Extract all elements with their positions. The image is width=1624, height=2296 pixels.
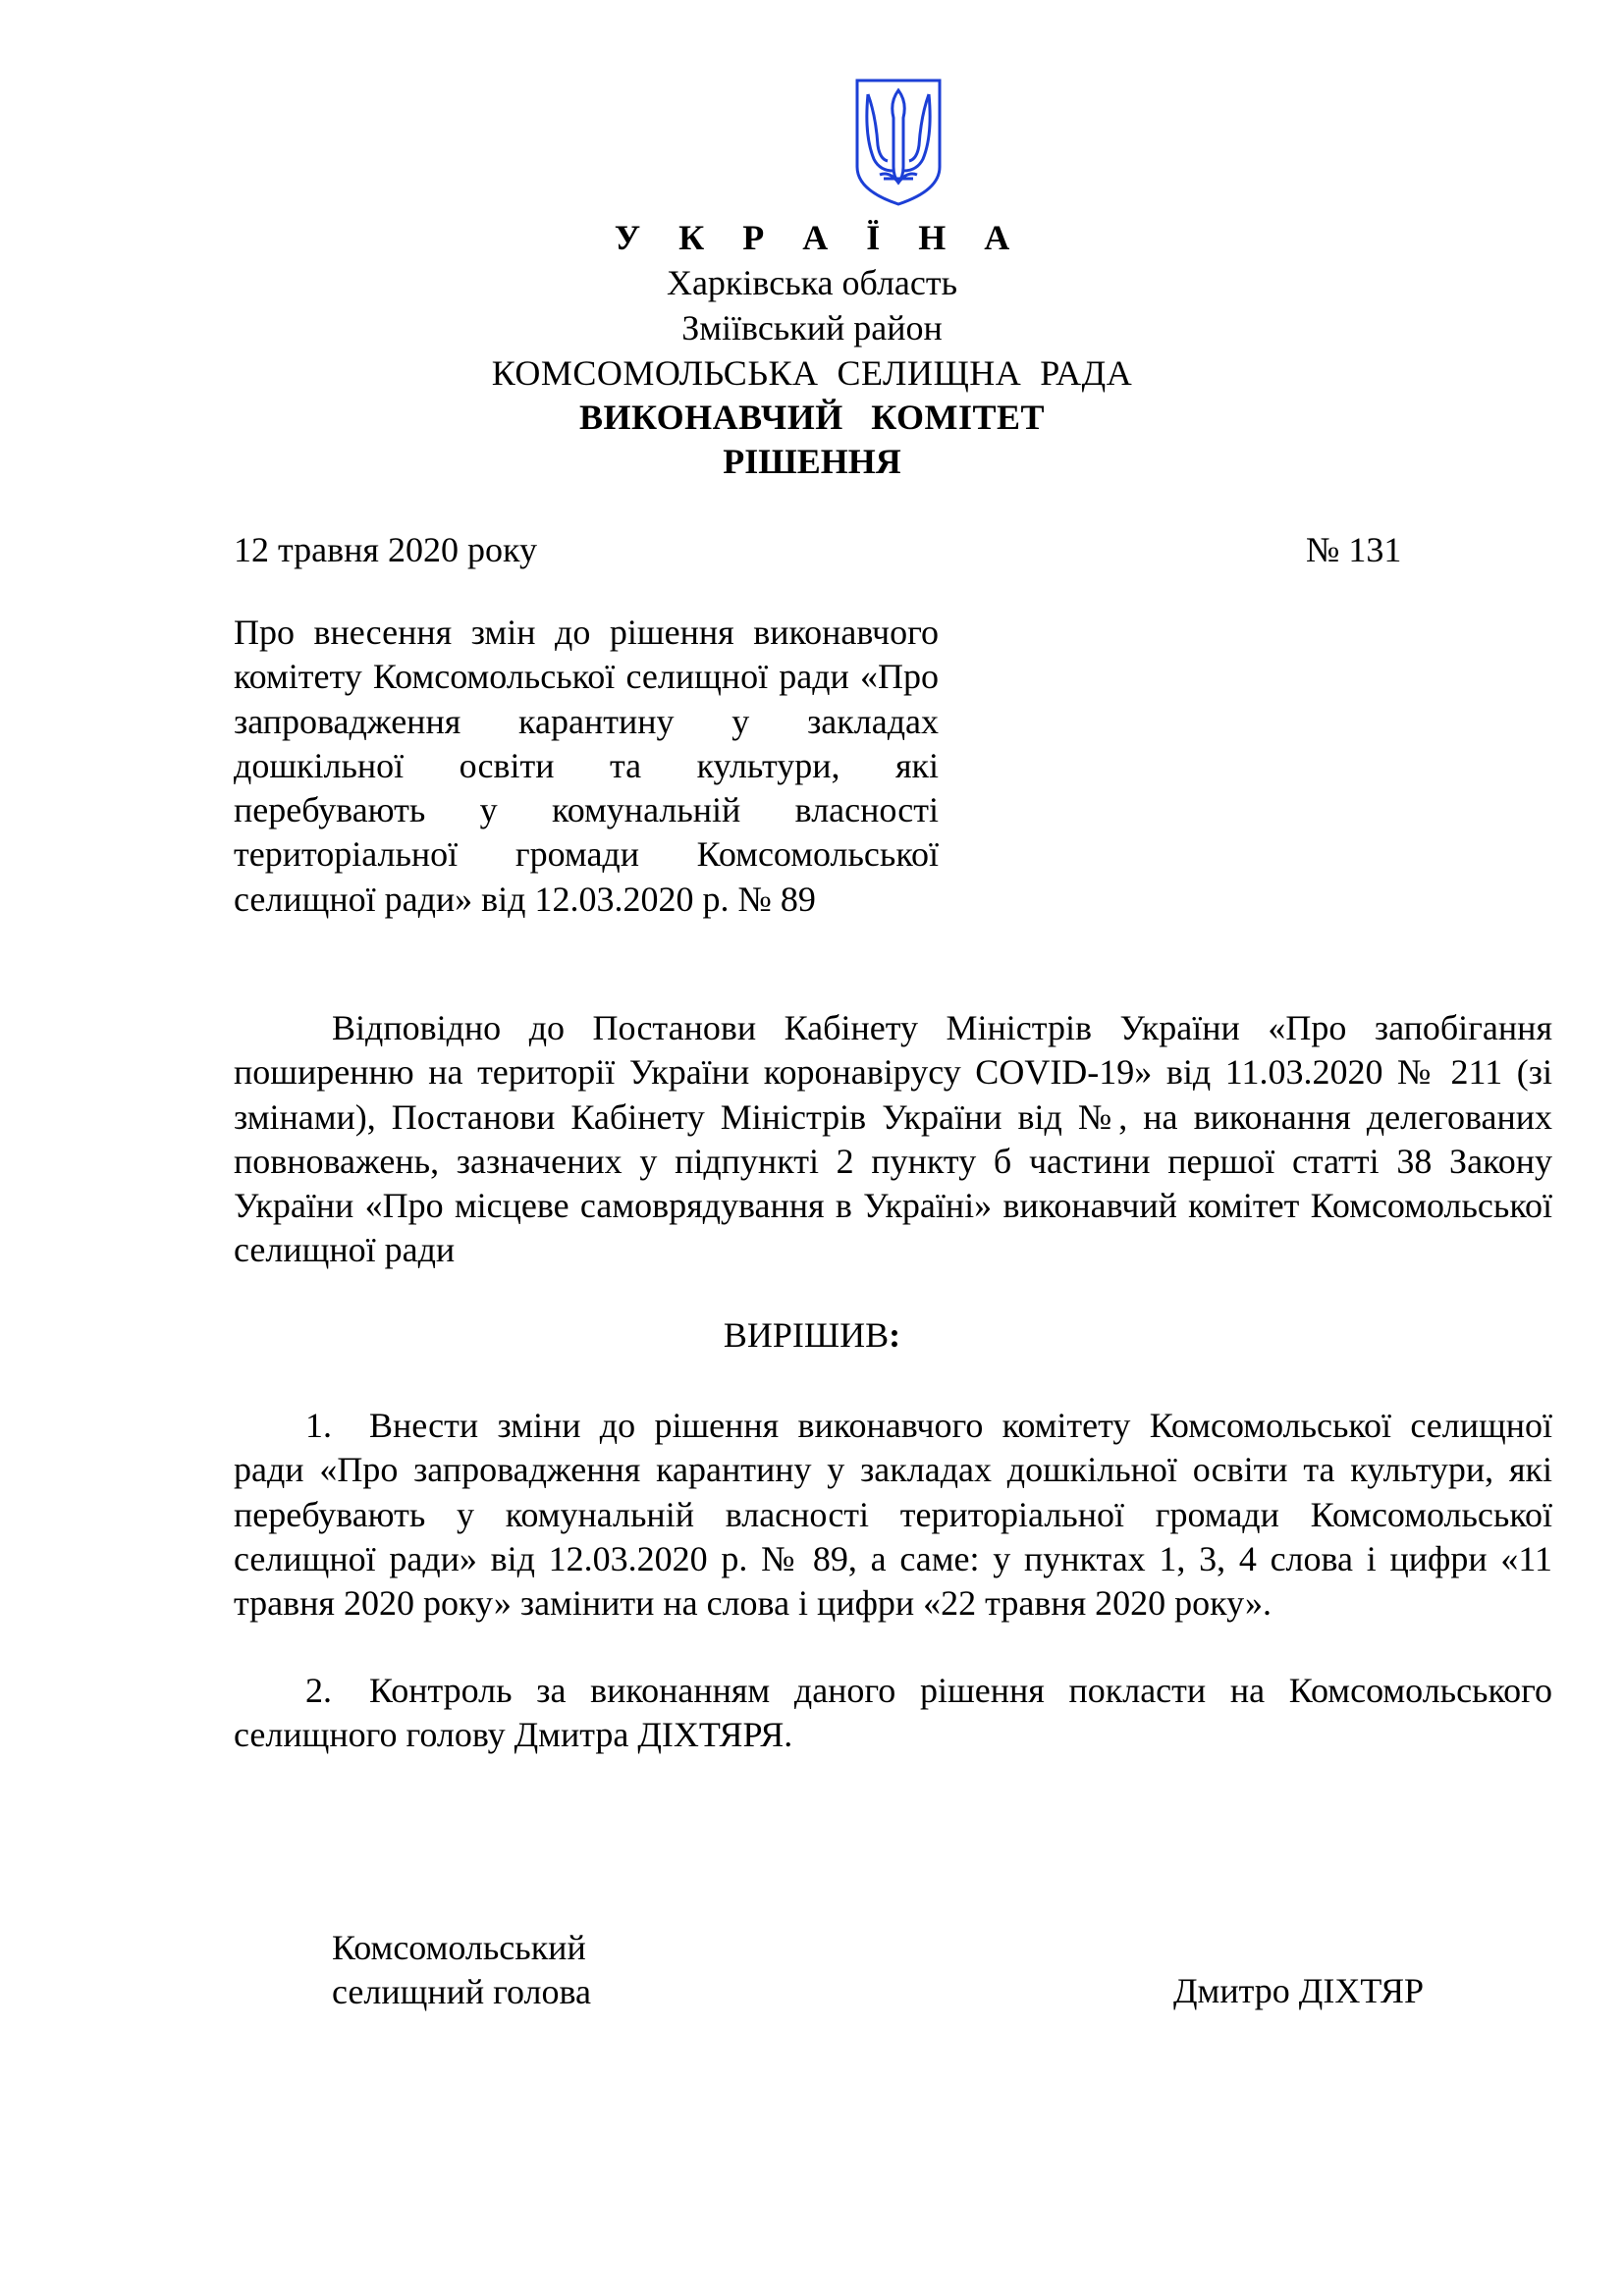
council-line: КОМСОМОЛЬСЬКА СЕЛИЩНА РАДА bbox=[491, 353, 1133, 393]
resolved-word: ВИРІШИВ bbox=[723, 1315, 890, 1355]
signer-title bbox=[332, 1926, 591, 2015]
item-number: 2. bbox=[305, 1671, 332, 1710]
signer-title-line-2: селищний голова bbox=[332, 1972, 592, 2012]
decision-date: 12 травня 2020 року bbox=[234, 530, 537, 569]
decision-item bbox=[234, 1669, 1552, 1758]
document-type-heading: РІШЕННЯ bbox=[723, 442, 901, 481]
trident-coat-of-arms-icon bbox=[854, 77, 943, 208]
country-heading: У К Р А Ї Н А bbox=[614, 218, 1025, 257]
region-line: Харківська область bbox=[666, 263, 958, 302]
signer-name: Дмитро ДІХТЯР bbox=[1173, 1971, 1424, 2010]
item-text: Внести зміни до рішення виконавчого комітету Комсомольської селищної ради «Про запровадження карантину у закладах дошкільної освіти та культури, які перебувають у комунальній власності територіальної громади Комсомольської селищної ради» від 12.03.2020 р. № 89, а саме: у пунктах 1, 3, 4 слова і цифри «11 травня 2020 року» замінити на слова і цифри «22 травня 2020 року». bbox=[234, 1406, 1552, 1624]
resolved-heading bbox=[0, 1315, 1624, 1355]
committee-line: ВИКОНАВЧИЙ КОМІТЕТ bbox=[578, 398, 1046, 437]
item-number: 1. bbox=[305, 1406, 332, 1445]
preamble-paragraph: Відповідно до Постанови Кабінету Міністрів України «Про запобігання поширенню на території України коронавірусу COVID-19» від 11.03.2020 № 211 (зі змінами), Постанови Кабінету Міністрів України від №, на виконання делегованих повноважень, зазначених у підпункті 2 пункту б частини першої статті 38 Закону України «Про місцеве самоврядування в Україні» виконавчий комітет Комсомольської селищної ради bbox=[234, 1008, 1552, 1270]
district-line: Зміївський район bbox=[681, 308, 943, 347]
item-text: Контроль за виконанням даного рішення покласти на Комсомольського селищного голову Дмитра ДІХТЯРЯ. bbox=[234, 1671, 1552, 1755]
resolved-colon: : bbox=[889, 1315, 901, 1355]
decision-subject: Про внесення змін до рішення виконавчого комітету Комсомольської селищної ради «Про запровадження карантину у закладах дошкільної освіти та культури, які перебувають у комунальній власності територіальної громади Комсомольської селищної ради» від 12.03.2020 р. № 89 bbox=[234, 613, 939, 919]
decision-number: № 131 bbox=[1306, 530, 1402, 569]
signer-title-line-1: Комсомольський bbox=[332, 1928, 586, 1967]
decision-item bbox=[234, 1404, 1552, 1626]
